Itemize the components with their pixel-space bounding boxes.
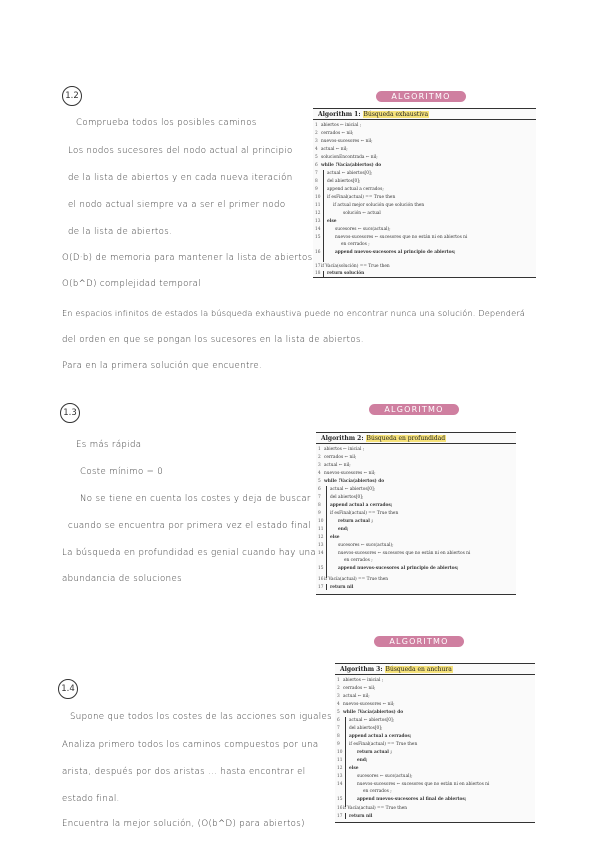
algorithm-line [318,519,373,524]
algorithm-title: Búsqueda exhaustiva [363,110,429,118]
algorithm-line [318,455,356,460]
algorithm-box [316,432,516,595]
algorithm-line [318,551,470,556]
note-line: Coste mínimo = 0 [80,467,164,477]
line-number: 18 [315,271,321,276]
algorithm-box [335,663,535,823]
note-line: La búsqueda en profundidad es genial cuando hay una [62,548,317,558]
line-number: 16 [315,250,321,255]
algorithm-line [318,479,384,484]
algorithm-line [315,171,372,176]
line-number: 6 [315,163,318,168]
line-number: 7 [315,171,318,176]
algorithm-line [315,211,381,216]
line-number: 15 [337,797,343,802]
line-number: 12 [318,535,324,540]
algorithm-tag: ALGORITMO [369,404,459,415]
line-number: 13 [315,219,321,224]
line-number: 8 [318,503,321,508]
algorithm-line [315,203,424,208]
algorithm-line [337,678,383,683]
algorithm-line [315,139,373,144]
line-code: end; [357,758,368,763]
note-line: No se tiene en cuenta los costes y deja de buscar [80,494,311,504]
algorithm-label: Algorithm 1: [318,110,361,118]
line-code: if Vacía(solución) == True then [321,264,390,269]
algorithm-line [315,219,337,224]
line-number: 10 [318,519,324,524]
algorithm-line [318,535,340,540]
algorithm-line [315,235,467,240]
algorithm-line [337,710,403,715]
note-line: Los nodos sucesores del nodo actual al principio [68,146,293,156]
note-line: Analiza primero todos los caminos compuestos por una [62,740,319,750]
algorithm-header [313,108,536,120]
section-number: 1.2 [62,86,82,106]
note-line: arista, después por dos aristas ... hasta encontrar el [62,767,306,777]
note-line: cuando se encuentra por primera vez el estado final [68,521,312,531]
line-number: 5 [315,155,318,160]
line-number: 11 [315,203,321,208]
line-code: append nuevos-sucesores al principio de abiertos; [338,566,459,571]
line-number: 5 [318,479,321,484]
line-code: nuevos-sucesores ← nil; [321,139,373,144]
section-number: 1.3 [60,403,80,423]
line-number: 14 [337,782,343,787]
line-code: actual ← abiertos[0]; [327,171,373,176]
line-number: 2 [315,131,318,136]
line-number: 17 [337,814,343,819]
algorithm-line [337,726,382,731]
line-number: 17 [318,585,324,590]
line-number: 10 [337,750,343,755]
line-code: else [349,766,359,771]
algorithm-line [318,463,351,468]
line-number: 4 [315,147,318,152]
line-code: en cerrados ; [344,558,373,563]
algorithm-line [315,187,384,192]
line-code: abiertos ← inicial ; [324,447,365,452]
line-number: 17 [315,264,321,269]
algorithm-bottom-rule [335,822,535,823]
algorithm-line [337,814,372,819]
line-number: 11 [318,527,324,532]
line-code: sucesores ← sucs(actual); [338,543,394,548]
algorithm-line [318,585,353,590]
line-code: solucionEncontrada ← nil; [321,155,378,160]
line-number: 6 [337,718,340,723]
line-code: nuevos-sucesores ← nil; [343,702,395,707]
line-code: del abiertos[0]; [330,495,364,500]
line-code: actual ← nil; [324,463,351,468]
line-code: nuevos-sucesores ← sucesores que no están ni en abiertos ni [338,551,471,556]
algorithm-line [318,511,398,516]
line-code: else [327,219,337,224]
algorithm-line [315,250,455,255]
algorithm-tag: ALGORITMO [376,91,466,102]
algorithm-line [318,543,394,548]
line-number: 3 [318,463,321,468]
algorithm-line [315,227,391,232]
line-code: cerrados ← nil; [321,131,354,136]
algorithm-line [337,774,413,779]
algorithm-line [318,447,364,452]
algorithm-line [337,694,370,699]
algorithm-line [318,566,458,571]
line-code: solución ← actual [343,211,381,216]
line-number: 3 [337,694,340,699]
algorithm-header [316,432,516,444]
line-code: if esFinal(actual) == True then [349,742,418,747]
line-number: 4 [337,702,340,707]
line-code: en cerrados ; [341,242,370,247]
note-line: de la lista de abiertos. [68,227,173,237]
algorithm-line [315,271,364,276]
algorithm-line [315,163,381,168]
line-code: nuevos-sucesores ← nil; [324,471,376,476]
line-code: abiertos ← inicial ; [321,123,362,128]
line-number: 2 [318,455,321,460]
algorithm-header [335,663,535,675]
note-line: O(b^D) complejidad temporal [62,279,202,289]
line-number: 13 [318,543,324,548]
line-code: append nuevos-sucesores al principio de abiertos; [335,250,456,255]
algorithm-line [337,686,375,691]
algorithm-line [337,758,367,763]
line-number: 16 [318,577,324,582]
line-code: append actual a cerrados; [330,503,393,508]
algorithm-line [315,147,348,152]
line-code: cerrados ← nil; [343,686,376,691]
algorithm-bottom-rule [313,277,536,278]
note-line: el nodo actual siempre va a ser el primer nodo [68,200,286,210]
line-number: 8 [315,179,318,184]
algorithm-line [315,131,353,136]
algorithm-line [318,495,363,500]
algorithm-line [315,195,395,200]
line-number: 14 [315,227,321,232]
line-number: 7 [337,726,340,731]
algorithm-line [318,503,392,508]
note-line: del orden en que se pongan los sucesores en la lista de abiertos. [62,335,364,345]
algorithm-line [337,742,417,747]
algorithm-line [337,766,359,771]
algorithm-line [337,734,411,739]
line-code: abiertos ← inicial ; [343,678,384,683]
note-line: abundancia de soluciones [62,574,182,584]
algorithm-line [337,718,394,723]
note-line: Para en la primera solución que encuentre. [62,361,263,371]
line-number: 16 [337,806,343,811]
line-code: sucesores ← sucs(actual); [357,774,413,779]
line-code: if actual mejor solución que solución then [333,203,425,208]
algorithm-bottom-rule [316,594,516,595]
line-number: 8 [337,734,340,739]
line-number: 1 [315,123,318,128]
algorithm-line [318,577,388,582]
line-code: actual ← nil; [343,694,370,699]
algorithm-line [337,806,407,811]
algorithm-line [318,471,376,476]
algorithm-box [313,108,536,278]
line-code: append nuevos-sucesores al final de abiertos; [357,797,467,802]
line-number: 7 [318,495,321,500]
line-code: if Vacía(actual) == True then [343,806,408,811]
line-number: 12 [337,766,343,771]
line-code: if esFinal(actual) == True then [330,511,399,516]
line-code: actual ← nil; [321,147,348,152]
line-code: nuevos-sucesores ← sucesores que no están ni en abiertos ni [335,235,468,240]
line-code: return nil [330,585,354,590]
algorithm-line [337,789,392,794]
line-number: 4 [318,471,321,476]
note-line: de la lista de abiertos y en cada nueva iteración [68,173,293,183]
line-number: 9 [337,742,340,747]
line-number: 12 [315,211,321,216]
line-code: while !Vacía(abiertos) do [324,479,385,484]
algorithm-title: Búsqueda en anchura [385,665,452,673]
algorithm-label: Algorithm 2: [321,434,364,442]
line-code: append actual a cerrados; [349,734,412,739]
line-code: actual ← abiertos[0]; [330,487,376,492]
algorithm-title: Búsqueda en profundidad [366,434,446,442]
line-number: 1 [337,678,340,683]
line-number: 13 [337,774,343,779]
line-number: 9 [315,187,318,192]
line-code: sucesores ← sucs(actual); [335,227,391,232]
line-code: else [330,535,340,540]
algorithm-line [318,558,373,563]
line-code: nuevos-sucesores ← sucesores que no están ni en abiertos ni [357,782,490,787]
line-number: 15 [318,566,324,571]
note-line: Es más rápida [76,440,142,450]
algorithm-line [315,179,360,184]
line-code: while !Vacía(abiertos) do [321,163,382,168]
line-number: 11 [337,758,343,763]
line-code: if Vacía(actual) == True then [324,577,389,582]
line-number: 1 [318,447,321,452]
line-number: 14 [318,551,324,556]
line-code: return actual ; [357,750,392,755]
line-code: del abiertos[0]; [327,179,361,184]
note-line: Supone que todos los costes de las acciones son iguales [70,712,332,722]
line-code: cerrados ← nil; [324,455,357,460]
algorithm-line [315,155,378,160]
algorithm-line [315,242,370,247]
line-code: return actual ; [338,519,373,524]
line-number: 2 [337,686,340,691]
line-number: 5 [337,710,340,715]
line-number: 6 [318,487,321,492]
algorithm-label: Algorithm 3: [340,665,383,673]
algorithm-line [315,264,390,269]
note-line: estado final. [62,794,120,804]
section-number: 1.4 [58,679,78,699]
line-code: append actual a cerrados; [327,187,384,192]
algorithm-line [337,750,392,755]
algorithm-line [337,782,489,787]
line-code: en cerrados ; [363,789,392,794]
line-code: del abiertos[0]; [349,726,383,731]
algorithm-line [315,123,361,128]
algorithm-line [337,797,466,802]
note-line: O(D·b) de memoria para mantener la lista de abiertos [62,253,313,263]
line-code: if esFinal(actual) == True then [327,195,396,200]
line-code: return solución [327,271,365,276]
line-code: while !Vacía(abiertos) do [343,710,404,715]
note-line: Comprueba todos los posibles caminos [76,118,257,128]
algorithm-line [318,487,375,492]
line-number: 15 [315,235,321,240]
note-line: En espacios infinitos de estados la búsqueda exhaustiva puede no encontrar nunca una solución. Dependerá [62,308,526,318]
algorithm-tag: ALGORITMO [374,636,464,647]
line-number: 10 [315,195,321,200]
line-code: end; [338,527,349,532]
algorithm-line [337,702,395,707]
note-line: Encuentra la mejor solución, (O(b^D) para abiertos) [62,819,305,829]
line-number: 3 [315,139,318,144]
line-number: 9 [318,511,321,516]
line-code: return nil [349,814,373,819]
line-code: actual ← abiertos[0]; [349,718,395,723]
algorithm-line [318,527,348,532]
